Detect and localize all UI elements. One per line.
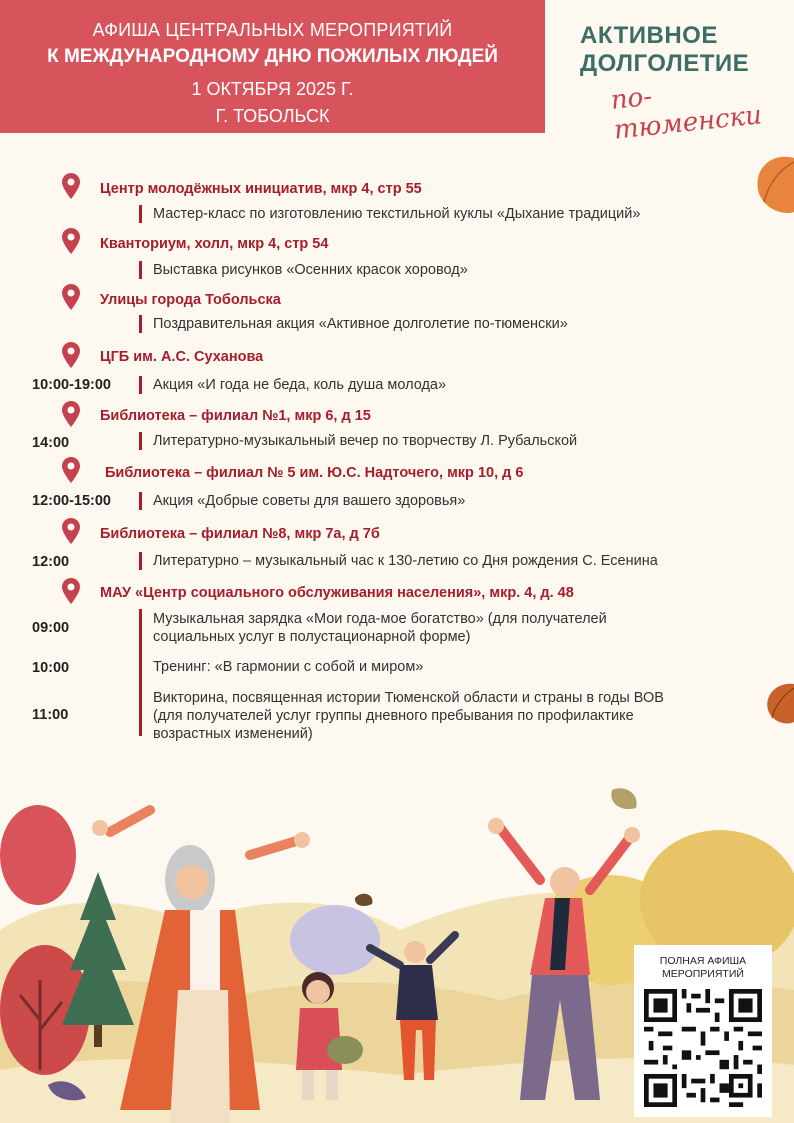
event-text: Тренинг: «В гармонии с собой и миром» bbox=[153, 659, 424, 675]
event-text: Акция «Добрые советы для вашего здоровья» bbox=[153, 493, 466, 509]
event-text: Мастер-класс по изготовлению текстильной куклы «Дыхание традиций» bbox=[153, 206, 641, 222]
event-divider bbox=[139, 492, 142, 510]
location-pin-icon bbox=[62, 518, 80, 544]
event-text-cont: социальных услуг в полустационарной форме) bbox=[153, 629, 471, 645]
event-divider bbox=[139, 315, 142, 333]
event-text: Акция «И года не беда, коль душа молода» bbox=[153, 377, 447, 393]
event-divider bbox=[139, 609, 142, 736]
location-pin-icon bbox=[62, 228, 80, 254]
event-time: 12:00 bbox=[32, 554, 70, 570]
qr-code-icon[interactable] bbox=[644, 989, 762, 1107]
event-time: 11:00 bbox=[32, 707, 69, 723]
header-banner bbox=[0, 0, 545, 133]
location-pin-icon bbox=[62, 284, 80, 310]
leaf-icon bbox=[752, 150, 794, 220]
venue-name: МАУ «Центр социального обслуживания населения», мкр. 4, д. 48 bbox=[100, 585, 574, 601]
header-date: 1 ОКТЯБРЯ 2025 Г. bbox=[191, 79, 354, 99]
event-text: Литературно – музыкальный час к 130-летию со Дня рождения С. Есенина bbox=[153, 553, 658, 569]
location-pin-icon bbox=[62, 457, 80, 483]
qr-caption-line1: ПОЛНАЯ АФИША bbox=[659, 955, 747, 967]
event-text: Викторина, посвященная истории Тюменской области и страны в годы ВОВ bbox=[153, 690, 664, 706]
event-text: Музыкальная зарядка «Мои года-мое богатство» (для получателей bbox=[153, 611, 607, 627]
event-time: 10:00 bbox=[32, 660, 70, 676]
event-time: 10:00-19:00 bbox=[32, 377, 111, 393]
leaf-icon bbox=[764, 682, 794, 726]
event-divider bbox=[139, 261, 142, 279]
venue-name: Библиотека – филиал №1, мкр 6, д 15 bbox=[100, 408, 371, 424]
event-divider bbox=[139, 376, 142, 394]
qr-caption bbox=[634, 955, 772, 981]
venue-name: Кванториум, холл, мкр 4, стр 54 bbox=[100, 236, 329, 252]
location-pin-icon bbox=[62, 342, 80, 368]
logo-tagline: по-тюменски bbox=[609, 81, 764, 146]
event-text-cont: (для получателей услуг группы дневного пребывания по профилактике bbox=[153, 708, 634, 724]
event-divider bbox=[139, 205, 142, 223]
event-text: Литературно-музыкальный вечер по творчеству Л. Рубальской bbox=[153, 433, 578, 449]
event-time: 09:00 bbox=[32, 620, 70, 636]
venue-name: ЦГБ им. А.С. Суханова bbox=[100, 349, 264, 365]
brand-logo bbox=[580, 22, 780, 146]
event-divider bbox=[139, 552, 142, 570]
qr-code-card[interactable] bbox=[634, 945, 772, 1117]
location-pin-icon bbox=[62, 401, 80, 427]
venue-name: Библиотека – филиал № 5 им. Ю.С. Надточего, мкр 10, д 6 bbox=[105, 465, 524, 481]
venue-name: Библиотека – филиал №8, мкр 7а, д 7б bbox=[100, 526, 380, 542]
venue-name: Улицы города Тобольска bbox=[100, 292, 281, 308]
venue-name: Центр молодёжных инициатив, мкр 4, стр 55 bbox=[100, 181, 422, 197]
location-pin-icon bbox=[62, 173, 80, 199]
qr-caption-line2: МЕРОПРИЯТИЙ bbox=[662, 968, 744, 980]
event-time: 14:00 bbox=[32, 435, 70, 451]
header-line1: АФИША ЦЕНТРАЛЬНЫХ МЕРОПРИЯТИЙ bbox=[92, 20, 453, 40]
event-text: Выставка рисунков «Осенних красок хоровод» bbox=[153, 262, 468, 278]
logo-line1: АКТИВНОЕ bbox=[580, 22, 718, 49]
location-pin-icon bbox=[62, 578, 80, 604]
event-time: 12:00-15:00 bbox=[32, 493, 111, 509]
logo-line2: ДОЛГОЛЕТИЕ bbox=[580, 50, 750, 77]
event-text-cont: возрастных изменений) bbox=[153, 726, 313, 742]
header-line2: К МЕЖДУНАРОДНОМУ ДНЮ ПОЖИЛЫХ ЛЮДЕЙ bbox=[47, 46, 498, 67]
event-divider bbox=[139, 432, 142, 450]
event-text: Поздравительная акция «Активное долголетие по-тюменски» bbox=[153, 316, 568, 332]
header-city: Г. ТОБОЛЬСК bbox=[215, 106, 330, 126]
